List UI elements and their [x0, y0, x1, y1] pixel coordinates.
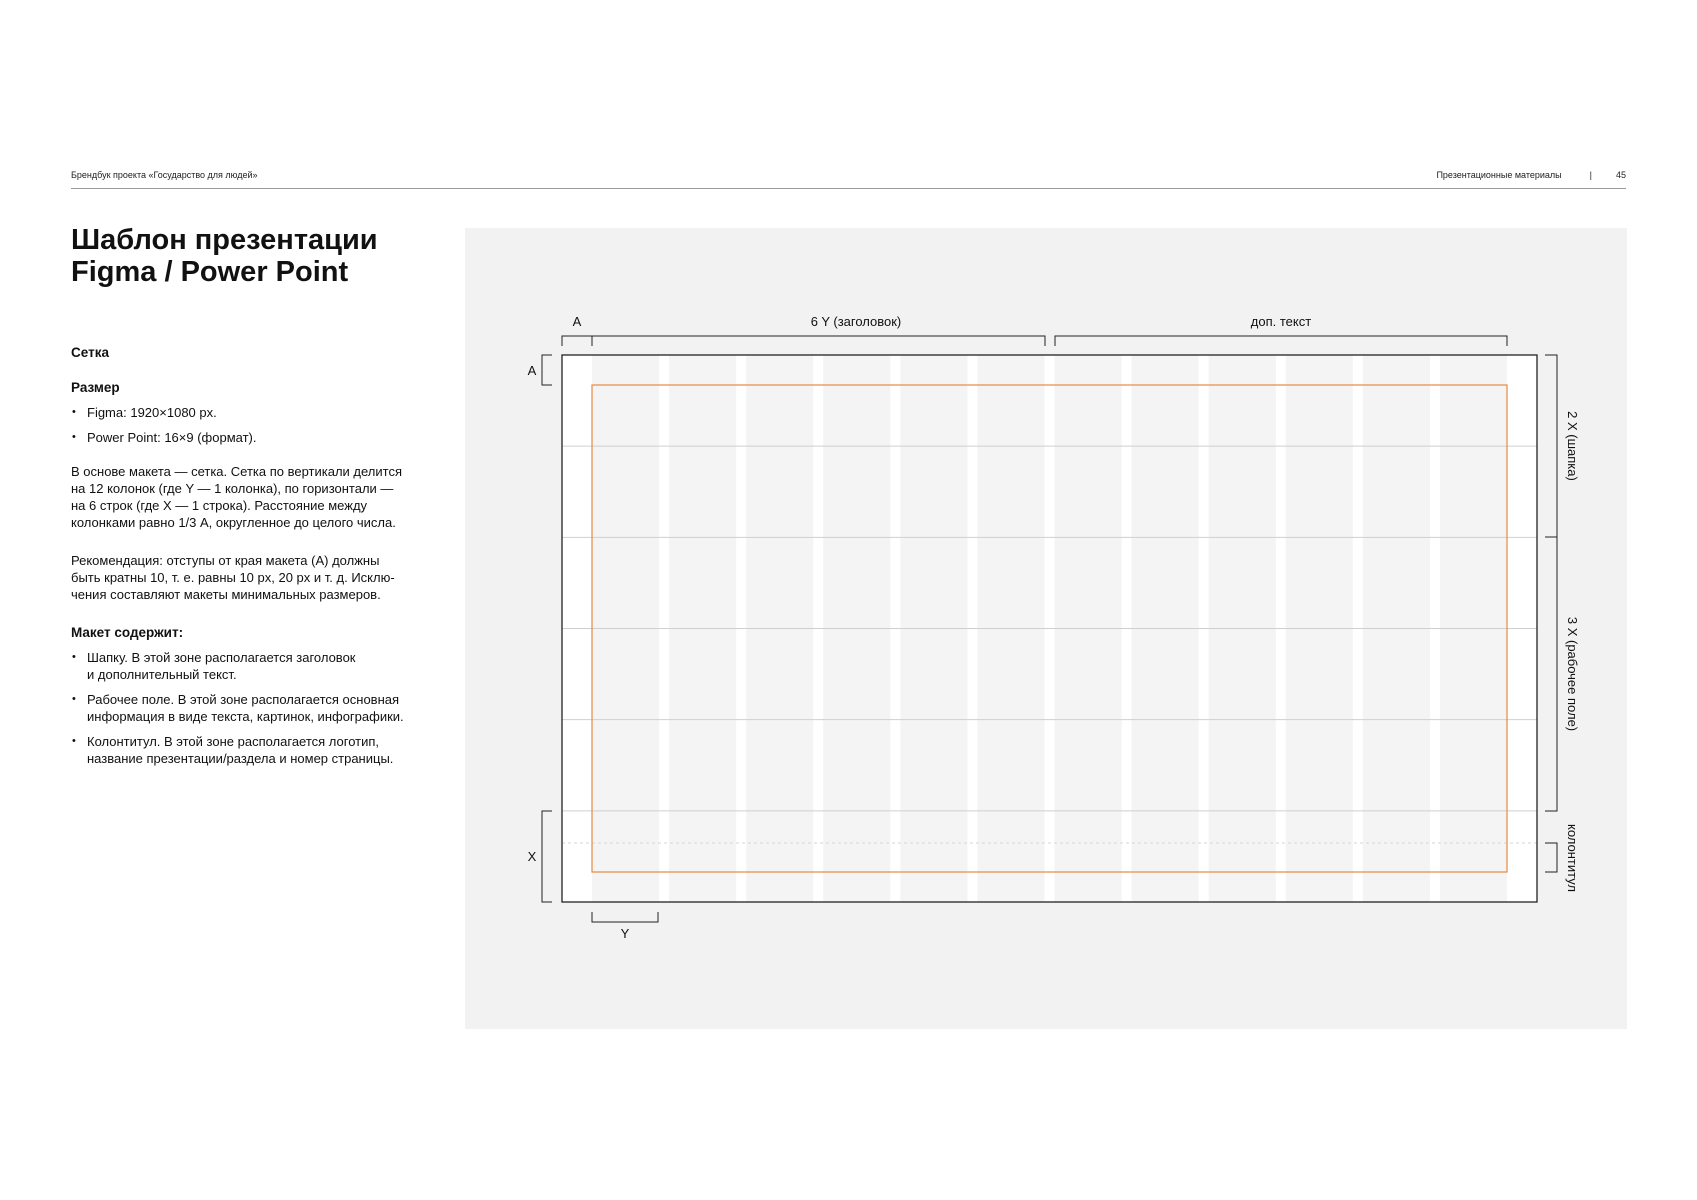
- bracket-y: [592, 912, 658, 922]
- grid-paragraph-line: В основе макета — сетка. Сетка по вертикали делится: [71, 464, 402, 479]
- grid-paragraph-line: на 6 строк (где X — 1 строка). Расстояние между: [71, 498, 368, 513]
- label-y: Y: [620, 926, 630, 941]
- contains-item-workfield: [71, 691, 451, 725]
- label-header: 6 Y (заголовок): [810, 314, 902, 329]
- size-list: [71, 404, 451, 446]
- grid-diagram: [465, 228, 1627, 1029]
- title-line-2: Figma / Power Point: [71, 256, 349, 288]
- content-column: [71, 340, 451, 767]
- label-x: X: [527, 849, 537, 864]
- bracket-a-left: [542, 355, 552, 385]
- contains-item-header: [71, 649, 451, 683]
- label-a-top: A: [572, 314, 582, 329]
- contains-item-line: и дополнительный текст.: [87, 667, 237, 682]
- grid-paragraph-line: колонками равно 1/3 A, округленное до целого числа.: [71, 515, 396, 530]
- size-item-powerpoint: • Power Point: 16×9 (формат).: [71, 429, 451, 446]
- grid-heading: Сетка: [71, 345, 109, 360]
- contains-item-line: информация в виде текста, картинок, инфографики.: [87, 709, 404, 724]
- recommendation-line: Рекомендация: отступы от края макета (A) должны: [71, 553, 380, 568]
- bracket-x: [542, 811, 552, 902]
- contains-item-line: название презентации/раздела и номер страницы.: [87, 751, 394, 766]
- page-number: 45: [1615, 170, 1626, 180]
- contains-item-line: • Шапку. В этой зоне располагается заголовок: [87, 650, 356, 665]
- bracket-work-zone: [1545, 537, 1557, 811]
- label-extra-text: доп. текст: [1250, 314, 1312, 329]
- bracket-head-zone: [1545, 355, 1557, 537]
- contains-heading: Макет содержит:: [71, 625, 184, 640]
- recommendation-paragraph: [71, 552, 451, 603]
- page-header-right: [1436, 170, 1626, 180]
- page-title: [71, 224, 471, 288]
- grid-paragraph-line: на 12 колонок (где Y — 1 колонка), по горизонтали —: [71, 481, 394, 496]
- bracket-header: [592, 336, 1045, 346]
- label-a-left: A: [527, 363, 537, 378]
- label-head-zone: 2 X (шапка): [1565, 411, 1580, 481]
- label-work-zone: 3 X (рабочее поле): [1565, 616, 1580, 732]
- grid-paragraph: [71, 463, 451, 531]
- title-line-1: Шаблон презентации: [71, 224, 378, 256]
- size-item-figma: • Figma: 1920×1080 px.: [71, 404, 451, 421]
- section-name: Презентационные материалы: [1436, 170, 1562, 180]
- contains-item-line: • Рабочее поле. В этой зоне располагается основная: [87, 692, 400, 707]
- bracket-footer-zone: [1545, 843, 1557, 872]
- size-heading: Размер: [71, 380, 120, 395]
- header-rule: [71, 188, 1626, 189]
- recommendation-line: быть кратны 10, т. е. равны 10 px, 20 px и т. д. Исклю-: [71, 570, 395, 585]
- contains-list: [71, 649, 451, 767]
- page-header-left: Брендбук проекта «Государство для людей»: [71, 170, 258, 180]
- bracket-a-top: [562, 336, 592, 346]
- contains-item-line: • Колонтитул. В этой зоне располагается логотип,: [87, 734, 380, 749]
- header-separator: |: [1589, 170, 1592, 180]
- recommendation-line: чения составляют макеты минимальных размеров.: [71, 587, 381, 602]
- grid-diagram-panel: [465, 228, 1627, 1029]
- contains-item-footer: [71, 733, 451, 767]
- label-footer-zone: колонтитул: [1565, 823, 1580, 893]
- bracket-extra-text: [1055, 336, 1507, 346]
